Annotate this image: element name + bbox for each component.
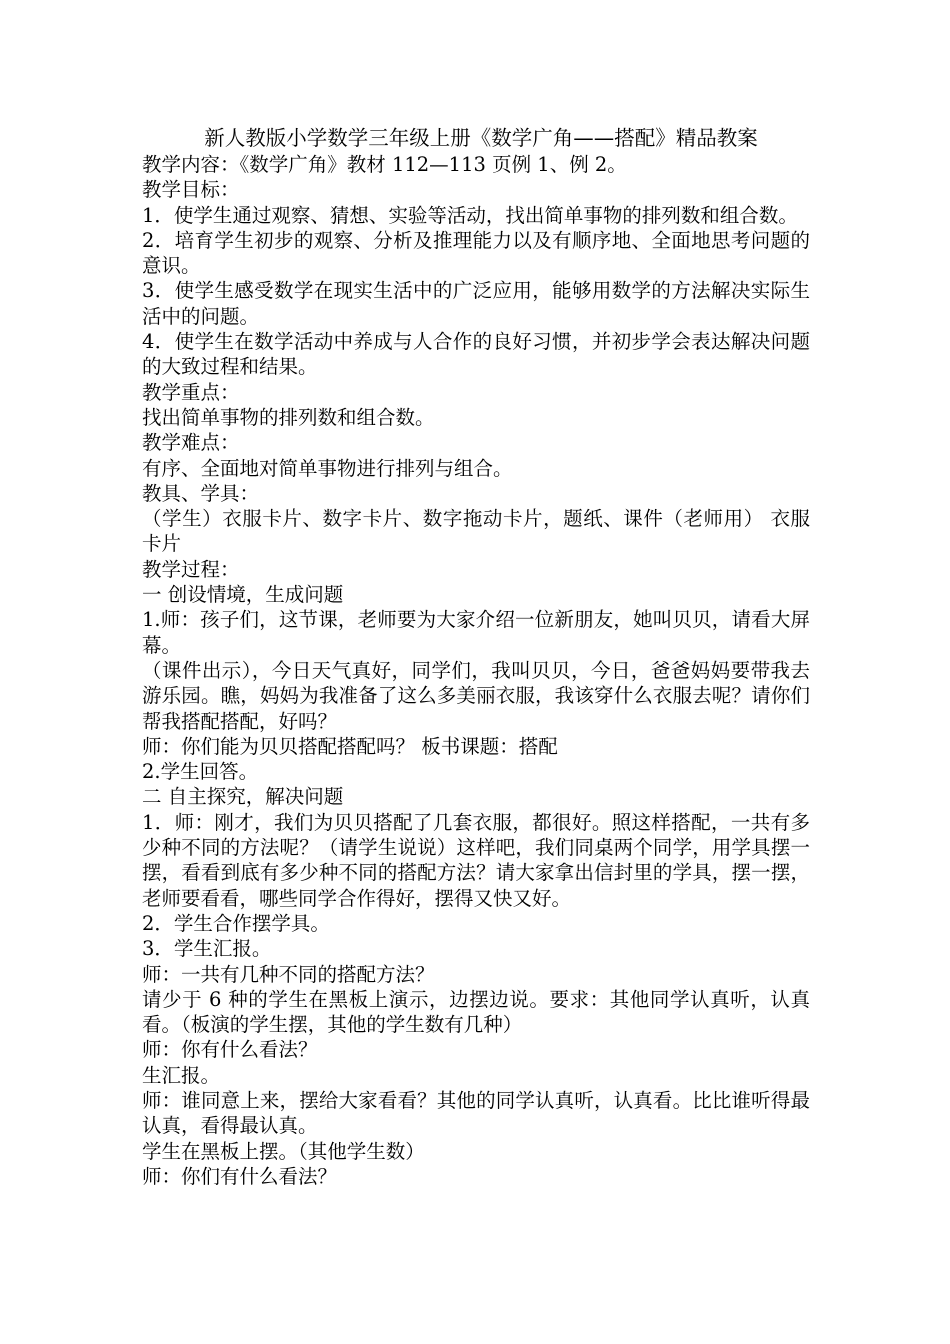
teaching-aids-text: （学生）衣服卡片、数字卡片、数字拖动卡片，题纸、课件（老师用） 衣服卡片 [142, 507, 810, 556]
process-paragraph: 师：你们有什么看法？ [142, 1164, 338, 1188]
document-body [142, 125, 810, 1189]
goal-3: 3．使学生感受数学在现实生活中的广泛应用，能够用数学的方法解决实际生活中的问题。 [142, 279, 810, 328]
goal-2: 2．培育学生初步的观察、分析及推理能力以及有顺序地、全面地思考问题的意识。 [142, 228, 810, 278]
document-title: 新人教版小学数学三年级上册《数学广角——搭配》精品教案 [204, 126, 758, 150]
process-paragraph: 1．师：刚才，我们为贝贝搭配了几套衣服，都很好。照这样搭配，一共有多少种不同的方法呢？（请学生说说）这样吧，我们同桌两个同学，用学具摆一摆，看看到底有多少种不同的搭配方法？请大家拿出信封里的学具，摆一摆，老师要看看，哪些同学合作得好，摆得又快又好。 [142, 810, 810, 910]
heading-teaching-goals: 教学目标： [142, 178, 240, 202]
goal-1: 1．使学生通过观察、猜想、实验等活动，找出简单事物的排列数和组合数。 [142, 203, 798, 227]
key-points-text: 找出简单事物的排列数和组合数。 [142, 405, 435, 429]
heading-teaching-aids: 教具、学具： [142, 481, 260, 505]
process-paragraph: 请少于 6 种的学生在黑板上演示，边摆边说。要求：其他同学认真听，认真看。（板演的学生摆，其他的学生数有几种） [142, 987, 810, 1037]
process-paragraph: 2．学生合作摆学具。 [142, 911, 330, 935]
process-paragraph: 师：你有什么看法？ [142, 1038, 318, 1062]
section-2-heading: 二 自主探究，解决问题 [142, 785, 344, 809]
process-paragraph: 生汇报。 [142, 1063, 221, 1087]
paragraph-teaching-content: 教学内容：《数学广角》教材 112—113 页例 1、例 2。 [142, 153, 627, 176]
process-paragraph: 学生在黑板上摆。（其他学生数） [142, 1139, 425, 1163]
heading-difficulties: 教学难点： [142, 431, 240, 455]
goal-4: 4．使学生在数学活动中养成与人合作的良好习惯，并初步学会表达解决问题的大致过程和结果。 [142, 330, 810, 379]
process-paragraph: 师：谁同意上来，摆给大家看看？其他的同学认真听，认真看。比比谁听得最认真，看得最认真。 [142, 1088, 810, 1138]
process-paragraph: 师：一共有几种不同的搭配方法？ [142, 962, 435, 986]
difficulties-text: 有序、全面地对简单事物进行排列与组合。 [142, 456, 513, 480]
process-paragraph: 2.学生回答。 [142, 760, 259, 784]
process-paragraph: 1.师：孩子们，这节课，老师要为大家介绍一位新朋友，她叫贝贝，请看大屏幕。 [142, 608, 810, 657]
heading-teaching-process: 教学过程： [142, 557, 240, 581]
heading-key-points: 教学重点： [142, 380, 240, 404]
section-1-heading: 一 创设情境，生成问题 [142, 583, 344, 607]
process-paragraph: 师：你们能为贝贝搭配搭配吗？ 板书课题：搭配 [142, 734, 558, 758]
process-paragraph: （课件出示），今日天气真好，同学们，我叫贝贝，今日，爸爸妈妈要带我去游乐园。瞧，妈妈为我准备了这么多美丽衣服，我该穿什么衣服去呢？请你们帮我搭配搭配，好吗？ [142, 658, 810, 733]
process-paragraph: 3．学生汇报。 [142, 937, 272, 961]
